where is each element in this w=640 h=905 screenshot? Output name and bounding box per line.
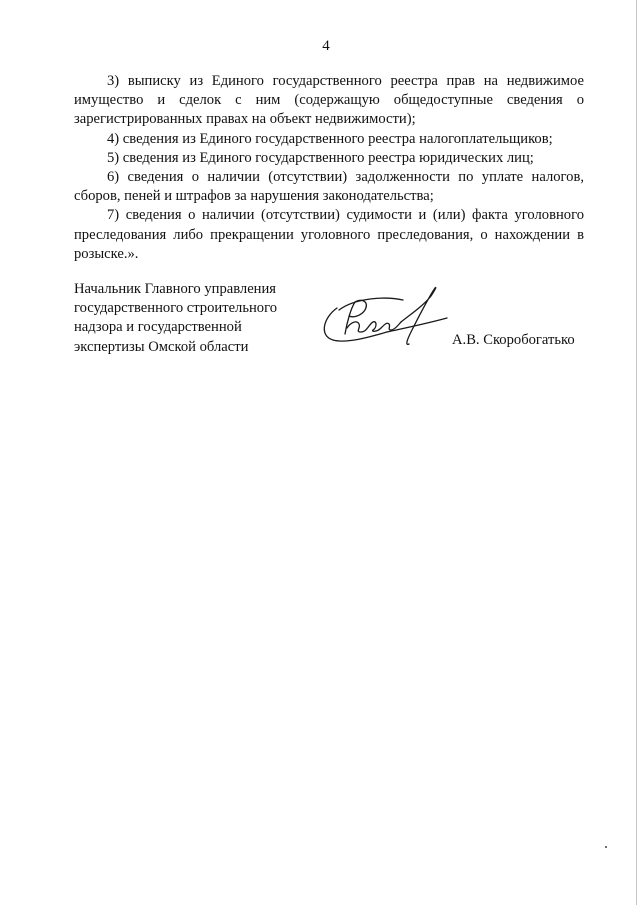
page-number: 4 bbox=[322, 38, 330, 54]
signature-stroke bbox=[345, 300, 366, 334]
list-item-7: 7) сведения о наличии (отсутствии) судимости и (или) факта уголовного преследования либо прекращении уголовного преследования, о нахождении в розыске.». bbox=[74, 207, 584, 262]
signer-name: А.В. Скоробогатько bbox=[452, 332, 575, 348]
document-body bbox=[74, 72, 584, 264]
signature-stroke bbox=[324, 308, 387, 341]
list-item-6: 6) сведения о наличии (отсутствии) задолженности по уплате налогов, сборов, пеней и штрафов за нарушения законодательства; bbox=[74, 169, 584, 205]
signature-stroke bbox=[339, 298, 403, 310]
position-line-4: экспертизы Омской области bbox=[74, 338, 249, 355]
handwritten-signature bbox=[315, 278, 465, 360]
position-line-1: Начальник Главного управления bbox=[74, 281, 277, 297]
scan-edge-line bbox=[636, 0, 637, 905]
signature-stroke bbox=[401, 287, 436, 344]
list-item-3: 3) выписку из Единого государственного реестра прав на недвижимое имущество и сделок с ним (содержащую общедоступные сведения о зарегистрированных правах на объект недвижимости); bbox=[74, 73, 584, 128]
list-item-4: 4) сведения из Единого государственного реестра налогоплательщиков; bbox=[107, 130, 553, 147]
position-line-3: надзора и государственной bbox=[74, 319, 242, 336]
position-line-2: государственного строительного bbox=[74, 300, 278, 317]
scan-speck bbox=[605, 846, 607, 848]
signatory-position bbox=[74, 280, 324, 357]
list-item-5: 5) сведения из Единого государственного реестра юридических лиц; bbox=[107, 149, 534, 166]
